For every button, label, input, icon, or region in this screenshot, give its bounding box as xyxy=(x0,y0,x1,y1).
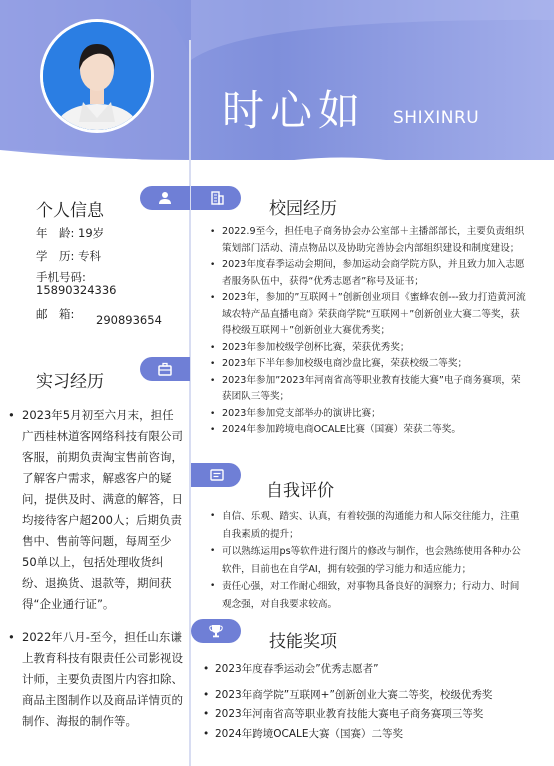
self-eval-item: • 自信、乐观、踏实、认真，有着较强的沟通能力和人际交往能力，注重自我素质的提升； xyxy=(208,508,528,543)
avatar xyxy=(40,19,154,133)
age-label: 年 龄: xyxy=(36,226,75,240)
center-divider xyxy=(189,40,191,766)
campus-item: • 2023年参加校级学创杯比赛，荣获优秀奖； xyxy=(208,340,528,357)
awards-section-title: 技能奖项 xyxy=(269,632,337,652)
email-value: 290893654 xyxy=(96,313,162,327)
age-row xyxy=(36,225,104,241)
phone-value: 15890324336 xyxy=(36,283,117,297)
name-pinyin: SHIXINRU xyxy=(393,108,480,128)
id-card-icon xyxy=(209,467,225,483)
phone-label: 手机号码: xyxy=(36,270,86,284)
education-label: 学 历: xyxy=(36,249,75,263)
campus-item: • 2024年参加跨境电商OCALE比赛（国赛）荣获二等奖。 xyxy=(208,422,528,439)
self-eval-section-tab xyxy=(191,463,241,487)
award-item: • 2024年跨境OCALE大赛（国赛）二等奖 xyxy=(201,725,531,745)
email-label: 邮 箱: xyxy=(36,307,75,321)
personal-section-tab xyxy=(140,186,190,210)
personal-section-title: 个人信息 xyxy=(36,201,104,221)
campus-section-title: 校园经历 xyxy=(269,199,337,219)
campus-list xyxy=(208,224,528,439)
person-icon xyxy=(157,190,173,206)
campus-section-tab xyxy=(191,186,241,210)
education-row xyxy=(36,248,101,264)
self-eval-list xyxy=(208,508,528,613)
self-eval-section-title: 自我评价 xyxy=(266,481,334,501)
campus-item: • 2023年参加”2023年河南省高等职业教育技能大赛”电子商务赛项，荣获团队三等奖； xyxy=(208,373,528,406)
campus-item: • 2023年度春季运动会期间，参加运动会商学院方队，并且致力加入志愿者服务队伍中，获得“优秀志愿者”称号及证书； xyxy=(208,257,528,290)
internship-item: • 2022年八月-至今，担任山东谦上教育科技有限责任公司影视设计师，主要负责图片内容扣除、商品主图制作以及商品详情页的制作、海报的制作等。 xyxy=(8,627,184,732)
briefcase-icon xyxy=(157,361,173,377)
phone-row xyxy=(36,271,116,297)
award-item: • 2023年河南省高等职业教育技能大赛电子商务赛项三等奖 xyxy=(201,705,531,725)
campus-item: • 2023年下半年参加校级电商沙盘比赛，荣获校级二等奖； xyxy=(208,356,528,373)
campus-item: • 2022.9至今，担任电子商务协会办公室部＋主播部部长，主要负责组织策划部门活动、清点物品以及协助完善协会内部组织建设和制度建设； xyxy=(208,224,528,257)
award-item: • 2023年商学院”互联网+”创新创业大赛二等奖，校级优秀奖 xyxy=(201,686,531,706)
campus-item: • 2023年参加党支部举办的演讲比赛； xyxy=(208,406,528,423)
internship-item: • 2023年5月初至六月末，担任广西桂林道客网络科技有限公司客服，前期负责淘宝售前咨询，了解客户需求，解惑客户的疑问，提供及时、满意的解答，日均接待客户超200人；后期负责售中、售前等问题，每周至少50单以上，包括处理收货纠纷、退换货、退款等，期间获得“企业通行证”。 xyxy=(8,405,184,615)
self-eval-item: • 可以熟练运用ps等软件进行图片的修改与制作，也会熟练使用各种办公软件，目前也在自学AI，拥有较强的学习能力和适应能力； xyxy=(208,543,528,578)
trophy-icon xyxy=(208,623,224,639)
internship-section-tab xyxy=(140,357,190,381)
age-value: 19岁 xyxy=(78,226,105,240)
building-icon xyxy=(209,190,225,206)
self-eval-item: • 责任心强，对工作耐心细致，对事物具备良好的洞察力；行动力、时间观念强，对自我要求较高。 xyxy=(208,578,528,613)
campus-item: • 2023年，参加的”互联网＋”创新创业项目《蜜蜂农创---致力打造黄河流域农特产品直播电商》荣获商学院“互联网＋”创新创业大赛二等奖，获得校级互联网＋”创新创业大赛优秀奖； xyxy=(208,290,528,340)
internship-section-title: 实习经历 xyxy=(36,372,104,392)
internship-list xyxy=(8,405,184,732)
education-value: 专科 xyxy=(78,249,102,263)
award-item: • 2023年度春季运动会”优秀志愿者” xyxy=(201,660,531,680)
email-row xyxy=(36,306,162,327)
awards-section-tab xyxy=(191,619,241,643)
full-name: 时心如 xyxy=(222,86,367,135)
awards-list xyxy=(201,660,531,744)
